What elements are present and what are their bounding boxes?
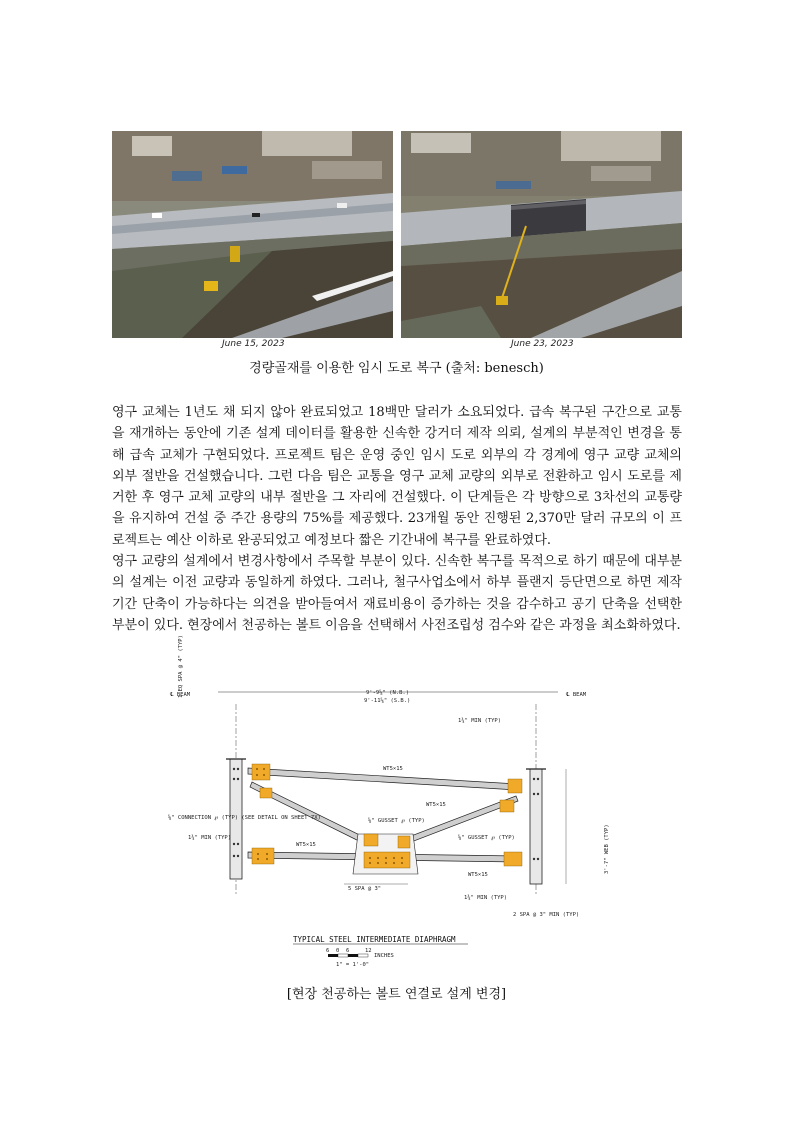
scale-tick-4: 12	[365, 948, 372, 954]
scale-tick-2: 0	[336, 948, 340, 954]
photo-date-2: June 23, 2023	[511, 339, 574, 349]
diagram-title: TYPICAL STEEL INTERMEDIATE DIAPHRAGM	[293, 935, 456, 944]
connection-label: ⅝" CONNECTION ℘ (TYP) (SEE DETAIL ON SHEET 7X)	[168, 815, 321, 821]
paragraph-1: 영구 교체는 1년도 채 되지 않아 완료되었고 18백만 달러가 소요되었다. 급속 복구된 구간으로 교통을 재개하는 동안에 기존 설계 데이터를 활용한 신속한 강거더 제작 의뢰, 설계의 부분적인 변경을 통해 급속 교체가 구현되었다. 프로젝트 팀은 운영 중인 임시 도로 외부의 각 경계에 영구 교량 교체의 외부 절반을 건설했습니다. 그런 다음 팀은 교통을 영구 교체 교량의 외부로 전환하고 임시 도로를 제거한 후 영구 교체 교량의 내부 절반을 그 자리에 건설했다. 이 단계들은 각 방향으로 3차선의 교통량을 유지하여 건설 중 주간 용량의 75%를 제공했다. 23개월 동안 진행된 2,370만 달러 규모의 이 프로젝트는 예산 이하로 완공되었고 예정보다 짧은 기간내에 복구를 완료하였다.	[112, 405, 682, 548]
dim-eq: 1 EQ SPA @ 4" (TYP)	[178, 635, 184, 698]
scale-tick-3: 6	[346, 948, 350, 954]
dim-min-top-right: 1¾" MIN (TYP)	[458, 718, 502, 724]
paragraph-2: 영구 교량의 설계에서 변경사항에서 주목할 부분이 있다. 신속한 복구를 목적으로 하기 때문에 대부분의 설계는 이전 교량과 동일하게 하였다. 그러나, 철구사업소에서 하부 플랜지 등단면으로 하면 제작 기간 단축이 가능하다는 의견을 받아들여서 재료비용이 증가하는 것을 감수하고 공기 단축을 선택한 부분이 있다. 현장에서 천공하는 볼트 이음을 선택해서 사전조립성 검수와 같은 과정을 최소화하였다.	[112, 554, 682, 633]
dim-2spa: 2 SPA @ 3" MIN (TYP)	[513, 912, 580, 918]
photo-bridge-june-23	[401, 131, 682, 338]
member-label-right: WT5×15	[426, 802, 446, 808]
diagram-caption: [현장 천공하는 볼트 연결로 설계 변경]	[286, 987, 507, 1002]
scale-note: 1" = 1'-0"	[336, 962, 370, 968]
scale-label: INCHES	[374, 953, 394, 959]
span-bottom-label: 9'-11⅝" (S.B.)	[364, 698, 411, 704]
dim-min-left: 1¾" MIN (TYP)	[188, 835, 232, 841]
gusset-label: ⅝" GUSSET ℘ (TYP)	[368, 818, 425, 824]
beam-right-label: ℄ BEAM	[566, 692, 587, 698]
scale-bar	[326, 948, 394, 968]
member-label-left: WT5×15	[296, 842, 316, 848]
dim-min-bottom: 1¾" MIN (TYP)	[464, 895, 508, 901]
diaphragm-diagram	[168, 635, 648, 974]
photo-bridge-june-15	[112, 131, 393, 338]
member-label-bottom: WT5×15	[468, 872, 488, 878]
dim-bolts: 5 SPA @ 3"	[348, 886, 382, 892]
photo-caption: 경량골재를 이용한 임시 도로 복구 (출처: benesch)	[249, 361, 544, 376]
photo-date-1: June 15, 2023	[222, 339, 285, 349]
beam-left-label: ℄ BEAM	[170, 692, 191, 698]
span-top-label: 9'-9⅝" (N.B.)	[366, 690, 410, 696]
member-label-top: WT5×15	[383, 766, 403, 772]
body-text	[112, 402, 682, 636]
dim-web: 3'-7" WEB (TYP)	[604, 824, 610, 874]
gusset-label-2: ⅝" GUSSET ℘ (TYP)	[458, 835, 515, 841]
scale-tick-1: 6	[326, 948, 330, 954]
